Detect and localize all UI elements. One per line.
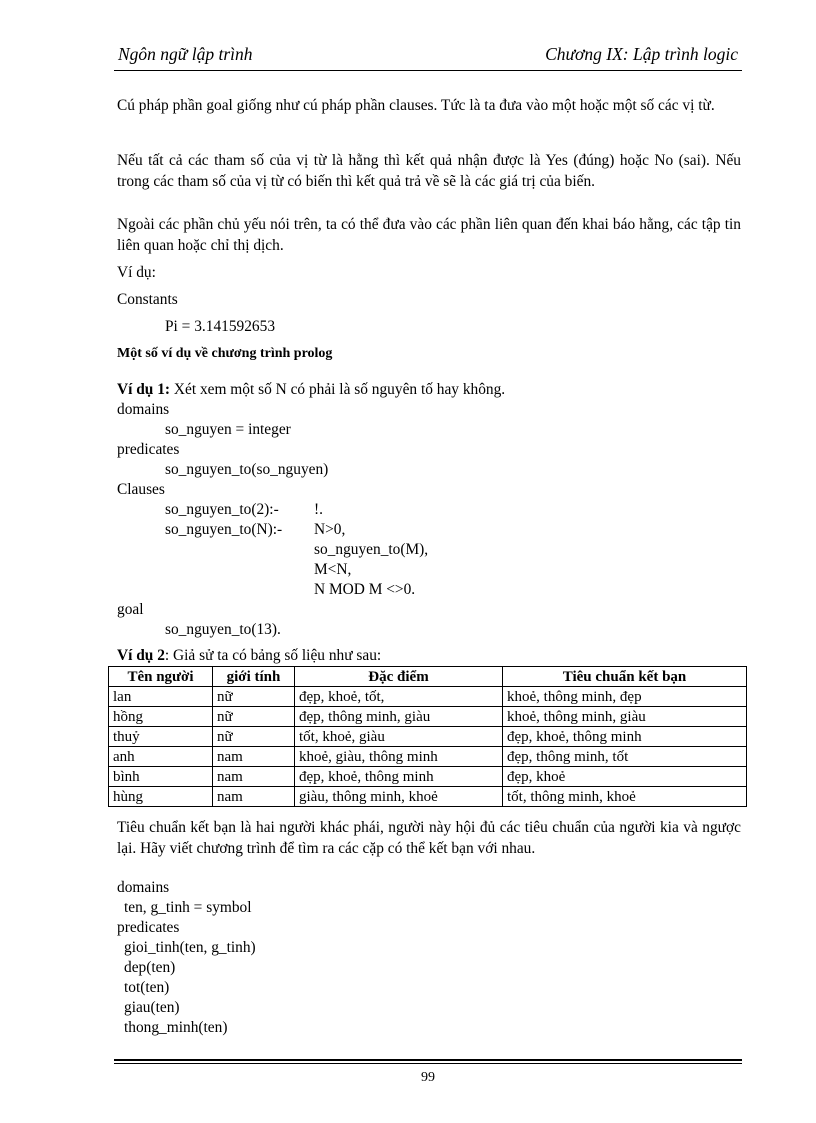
table-cell: đẹp, khoẻ, thông minh <box>295 767 503 787</box>
table-cell: đẹp, khoẻ <box>503 767 747 787</box>
code1-clause2-line1: N>0, <box>314 521 346 538</box>
code1-goal: goal <box>117 601 144 618</box>
table-cell: nam <box>213 767 295 787</box>
example1-text: Xét xem một số N có phải là số nguyên tố hay không. <box>170 381 506 398</box>
footer-divider-thin <box>114 1063 742 1064</box>
code2-domains: domains <box>117 879 170 896</box>
table-cell: hồng <box>109 707 213 727</box>
table-cell: tốt, thông minh, khoẻ <box>503 787 747 807</box>
code1-clause2-line3: M<N, <box>314 561 352 578</box>
table-cell: đẹp, khoẻ, thông minh <box>503 727 747 747</box>
table-cell: đẹp, khoẻ, tốt, <box>295 687 503 707</box>
code1-domain-decl: so_nguyen = integer <box>165 421 291 438</box>
table-cell: khoẻ, giàu, thông minh <box>295 747 503 767</box>
example2-label: Ví dụ 2 <box>117 647 165 664</box>
table-cell: nữ <box>213 707 295 727</box>
code1-predicate-decl: so_nguyen_to(so_nguyen) <box>165 461 329 478</box>
code1-predicates: predicates <box>117 441 180 458</box>
table-row <box>109 767 747 787</box>
table-cell: lan <box>109 687 213 707</box>
code2-predicate-tot: tot(ten) <box>124 979 170 996</box>
code1-clause1-body: !. <box>314 501 323 518</box>
code1-domains: domains <box>117 401 170 418</box>
table-cell: đẹp, thông minh, tốt <box>503 747 747 767</box>
paragraph-matching-rule: Tiêu chuẩn kết bạn là hai người khác phái, người này hội đủ các tiêu chuẩn của người kia và ngược lại. Hãy viết chương trình để tìm ra các cặp có thể kết bạn với nhau. <box>117 819 741 857</box>
example1-heading <box>117 379 505 400</box>
code2-predicate-giau: giau(ten) <box>124 999 180 1016</box>
code1-goal-decl: so_nguyen_to(13). <box>165 621 281 638</box>
example2-heading <box>117 645 381 666</box>
table-header-row <box>109 667 747 687</box>
column-header-criteria: Tiêu chuẩn kết bạn <box>503 667 747 687</box>
code2-predicate-gioi-tinh: gioi_tinh(ten, g_tinh) <box>124 939 256 956</box>
column-header-traits: Đặc điểm <box>295 667 503 687</box>
code2-domain-decl: ten, g_tinh = symbol <box>124 899 252 916</box>
page-number: 99 <box>421 1070 435 1085</box>
table-cell: bình <box>109 767 213 787</box>
table-row <box>109 707 747 727</box>
table-cell: tốt, khoẻ, giàu <box>295 727 503 747</box>
footer-divider-thick <box>114 1059 742 1061</box>
column-header-gender: giới tính <box>213 667 295 687</box>
table-cell: nam <box>213 787 295 807</box>
example-label: Ví dụ: <box>117 264 156 281</box>
code2-predicates: predicates <box>117 919 180 936</box>
table-row <box>109 747 747 767</box>
column-header-name: Tên người <box>109 667 213 687</box>
table-cell: hùng <box>109 787 213 807</box>
table-row <box>109 687 747 707</box>
code1-clauses: Clauses <box>117 481 165 498</box>
constant-pi: Pi = 3.141592653 <box>165 318 276 335</box>
table-cell: nam <box>213 747 295 767</box>
header-title-right: Chương IX: Lập trình logic <box>545 44 738 64</box>
table-cell: khoẻ, thông minh, giàu <box>503 707 747 727</box>
constants-keyword: Constants <box>117 291 178 308</box>
table-cell: khoẻ, thông minh, đẹp <box>503 687 747 707</box>
paragraph-extra-sections: Ngoài các phần chủ yếu nói trên, ta có thể đưa vào các phần liên quan đến khai báo hằng, các tập tin liên quan hoặc chỉ thị dịch. <box>117 216 741 254</box>
code1-clause1-head: so_nguyen_to(2):- <box>165 501 279 518</box>
table-cell: anh <box>109 747 213 767</box>
code1-clause2-line4: N MOD M <>0. <box>314 581 416 598</box>
table-cell: đẹp, thông minh, giàu <box>295 707 503 727</box>
header-divider <box>114 70 742 71</box>
table-row <box>109 787 747 807</box>
paragraph-goal-syntax: Cú pháp phần goal giống như cú pháp phần clauses. Tức là ta đưa vào một hoặc một số các vị từ. <box>117 97 715 114</box>
table-cell: nữ <box>213 687 295 707</box>
table-cell: nữ <box>213 727 295 747</box>
section-title: Một số ví dụ về chương trình prolog <box>117 346 333 361</box>
example1-label: Ví dụ 1: <box>117 381 171 398</box>
code2-predicate-thong-minh: thong_minh(ten) <box>124 1019 228 1036</box>
code1-clause2-head: so_nguyen_to(N):- <box>165 521 283 538</box>
table-cell: giàu, thông minh, khoẻ <box>295 787 503 807</box>
friendship-table <box>108 666 747 807</box>
paragraph-constant-result: Nếu tất cả các tham số của vị từ là hằng thì kết quả nhận được là Yes (đúng) hoặc No (sai). Nếu trong các tham số của vị từ có biến thì kết quả trả về sẽ là các giá trị của biến. <box>117 152 741 190</box>
header-title-left: Ngôn ngữ lập trình <box>118 44 253 64</box>
table-cell: thuỷ <box>109 727 213 747</box>
table-row <box>109 727 747 747</box>
example2-text: : Giả sử ta có bảng số liệu như sau: <box>164 647 382 664</box>
code2-predicate-dep: dep(ten) <box>124 959 176 976</box>
code1-clause2-line2: so_nguyen_to(M), <box>314 541 429 558</box>
